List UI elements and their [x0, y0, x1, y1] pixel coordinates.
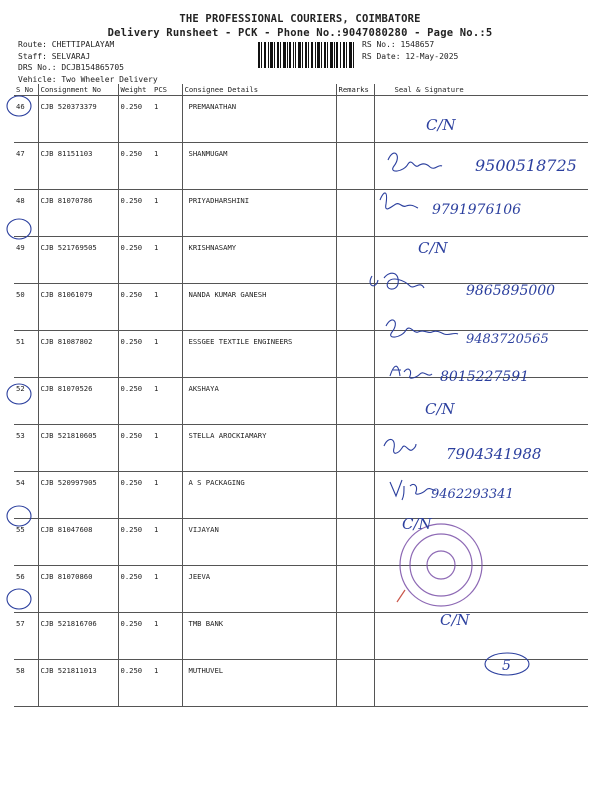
handwritten-phone-54: 7904341988: [446, 445, 542, 463]
table-row: [14, 284, 588, 331]
cell-consignee: ESSGEE TEXTILE ENGINEERS: [182, 331, 336, 378]
cell-weight: 0.250: [118, 143, 152, 190]
cell-pcs: 1: [152, 237, 182, 284]
vehicle-text: Vehicle: Two Wheeler Delivery: [18, 74, 158, 84]
cell-sno: 58: [14, 660, 38, 707]
cell-consignment: CJB 521810605: [38, 425, 118, 472]
staff-text: Staff: SELVARAJ: [18, 51, 91, 61]
handwritten-cn-58: C/N: [440, 611, 470, 629]
cell-pcs: 1: [152, 331, 182, 378]
runsheet-title: Delivery Runsheet - PCK - Phone No.:9047080280 - Page No.:5: [107, 27, 493, 39]
cell-signature: [374, 331, 588, 378]
cell-consignee: NANDA KUMAR GANESH: [182, 284, 336, 331]
handwritten-cn-56: C/N: [402, 515, 432, 533]
cell-signature: [374, 660, 588, 707]
cell-signature: [374, 425, 588, 472]
handwritten-cn-53: C/N: [425, 400, 455, 418]
cell-sno: 52: [14, 378, 38, 425]
route-text: Route: CHETTIPALAYAM: [18, 40, 115, 49]
cell-pcs: 1: [152, 566, 182, 613]
handwritten-phone-47: 9500518725: [475, 156, 577, 175]
cell-sno: 48: [14, 190, 38, 237]
cell-consignee: SHANMUGAM: [182, 143, 336, 190]
barcode-image: [258, 42, 354, 68]
cell-remarks: [336, 143, 374, 190]
cell-consignment: CJB 81061079: [38, 284, 118, 331]
cell-weight: 0.250: [118, 237, 152, 284]
col-header-consignee: Consignee Details: [182, 84, 336, 96]
cell-sno: 53: [14, 425, 38, 472]
cell-consignee: A S PACKAGING: [182, 472, 336, 519]
cell-consignee: PREMANATHAN: [182, 96, 336, 143]
cell-pcs: 1: [152, 519, 182, 566]
cell-signature: [374, 190, 588, 237]
cell-pcs: 1: [152, 143, 182, 190]
cell-pcs: 1: [152, 190, 182, 237]
handwritten-page-number: 5: [502, 658, 511, 674]
cell-weight: 0.250: [118, 331, 152, 378]
cell-weight: 0.250: [118, 613, 152, 660]
table-row: [14, 96, 588, 143]
cell-weight: 0.250: [118, 190, 152, 237]
table-row: [14, 331, 588, 378]
table-header-row: [14, 84, 588, 96]
table-row: [14, 143, 588, 190]
cell-sno: 56: [14, 566, 38, 613]
cell-pcs: 1: [152, 660, 182, 707]
cell-pcs: 1: [152, 425, 182, 472]
cell-weight: 0.250: [118, 378, 152, 425]
cell-consignee: KRISHNASAMY: [182, 237, 336, 284]
cell-sno: 49: [14, 237, 38, 284]
cell-signature: [374, 613, 588, 660]
cell-signature: [374, 472, 588, 519]
handwritten-phone-51: 9483720565: [466, 332, 549, 347]
cell-sno: 51: [14, 331, 38, 378]
cell-consignee: JEEVA: [182, 566, 336, 613]
table-row: [14, 237, 588, 284]
cell-consignee: PRIYADHARSHINI: [182, 190, 336, 237]
handwritten-cn-46: C/N: [426, 116, 456, 134]
rs-date: RS Date: 12-May-2025: [362, 51, 459, 61]
cell-sno: 46: [14, 96, 38, 143]
cell-remarks: [336, 237, 374, 284]
cell-signature: [374, 519, 588, 566]
cell-remarks: [336, 472, 374, 519]
cell-pcs: 1: [152, 96, 182, 143]
cell-remarks: [336, 190, 374, 237]
cell-consignment: CJB 521769505: [38, 237, 118, 284]
cell-remarks: [336, 96, 374, 143]
cell-consignee: TMB BANK: [182, 613, 336, 660]
cell-remarks: [336, 331, 374, 378]
cell-sno: 57: [14, 613, 38, 660]
cell-pcs: 1: [152, 472, 182, 519]
col-header-weight: Weight: [118, 84, 152, 96]
cell-consignee: VIJAYAN: [182, 519, 336, 566]
cell-consignment: CJB 521811013: [38, 660, 118, 707]
cell-signature: [374, 284, 588, 331]
cell-weight: 0.250: [118, 566, 152, 613]
cell-consignment: CJB 521816706: [38, 613, 118, 660]
delivery-table: [14, 84, 588, 707]
table-row: [14, 660, 588, 707]
cell-consignment: CJB 81047608: [38, 519, 118, 566]
col-header-remarks: Remarks: [336, 84, 374, 96]
cell-remarks: [336, 519, 374, 566]
company-name: THE PROFESSIONAL COURIERS, COIMBATORE: [179, 13, 421, 25]
cell-pcs: 1: [152, 613, 182, 660]
cell-consignment: CJB 520373379: [38, 96, 118, 143]
cell-pcs: 1: [152, 378, 182, 425]
cell-remarks: [336, 660, 374, 707]
runsheet-meta-left: [18, 39, 158, 85]
cell-signature: [374, 96, 588, 143]
cell-remarks: [336, 566, 374, 613]
col-header-consignment: Consignment No: [38, 84, 118, 96]
cell-weight: 0.250: [118, 425, 152, 472]
cell-consignment: CJB 520997905: [38, 472, 118, 519]
runsheet-meta-right: [362, 39, 458, 62]
col-header-signature: Seal & Signature: [374, 84, 588, 96]
cell-signature: [374, 237, 588, 284]
cell-remarks: [336, 378, 374, 425]
cell-consignment: CJB 81087802: [38, 331, 118, 378]
cell-sno: 47: [14, 143, 38, 190]
cell-consignment: CJB 81151103: [38, 143, 118, 190]
table-row: [14, 566, 588, 613]
cell-remarks: [336, 284, 374, 331]
cell-consignee: MUTHUVEL: [182, 660, 336, 707]
cell-consignment: CJB 81070860: [38, 566, 118, 613]
cell-remarks: [336, 425, 374, 472]
cell-sno: 50: [14, 284, 38, 331]
table-row: [14, 613, 588, 660]
col-header-sno: S No: [14, 84, 38, 96]
table-row: [14, 519, 588, 566]
cell-weight: 0.250: [118, 660, 152, 707]
cell-weight: 0.250: [118, 519, 152, 566]
cell-signature: [374, 378, 588, 425]
handwritten-cn-49: C/N: [418, 239, 448, 257]
cell-weight: 0.250: [118, 284, 152, 331]
table-row: [14, 378, 588, 425]
cell-sno: 55: [14, 519, 38, 566]
cell-signature: [374, 566, 588, 613]
cell-signature: [374, 143, 588, 190]
table-row: [14, 190, 588, 237]
drs-number: DRS No.: DCJB154865705: [18, 63, 124, 72]
col-header-pcs: PCS: [152, 84, 182, 96]
handwritten-phone-55: 9462293341: [431, 487, 514, 502]
cell-weight: 0.250: [118, 472, 152, 519]
handwritten-phone-52: 8015227591: [440, 369, 530, 385]
table-row: [14, 472, 588, 519]
cell-sno: 54: [14, 472, 38, 519]
cell-consignee: AKSHAYA: [182, 378, 336, 425]
document-title: [0, 13, 600, 39]
handwritten-phone-50: 9865895000: [466, 283, 556, 299]
cell-weight: 0.250: [118, 96, 152, 143]
handwritten-phone-48: 9791976106: [432, 202, 522, 218]
cell-consignment: CJB 81070526: [38, 378, 118, 425]
cell-consignment: CJB 81070786: [38, 190, 118, 237]
cell-pcs: 1: [152, 284, 182, 331]
cell-remarks: [336, 613, 374, 660]
cell-consignee: STELLA AROCKIAMARY: [182, 425, 336, 472]
table-row: [14, 425, 588, 472]
rs-number: RS No.: 1548657: [362, 40, 435, 49]
